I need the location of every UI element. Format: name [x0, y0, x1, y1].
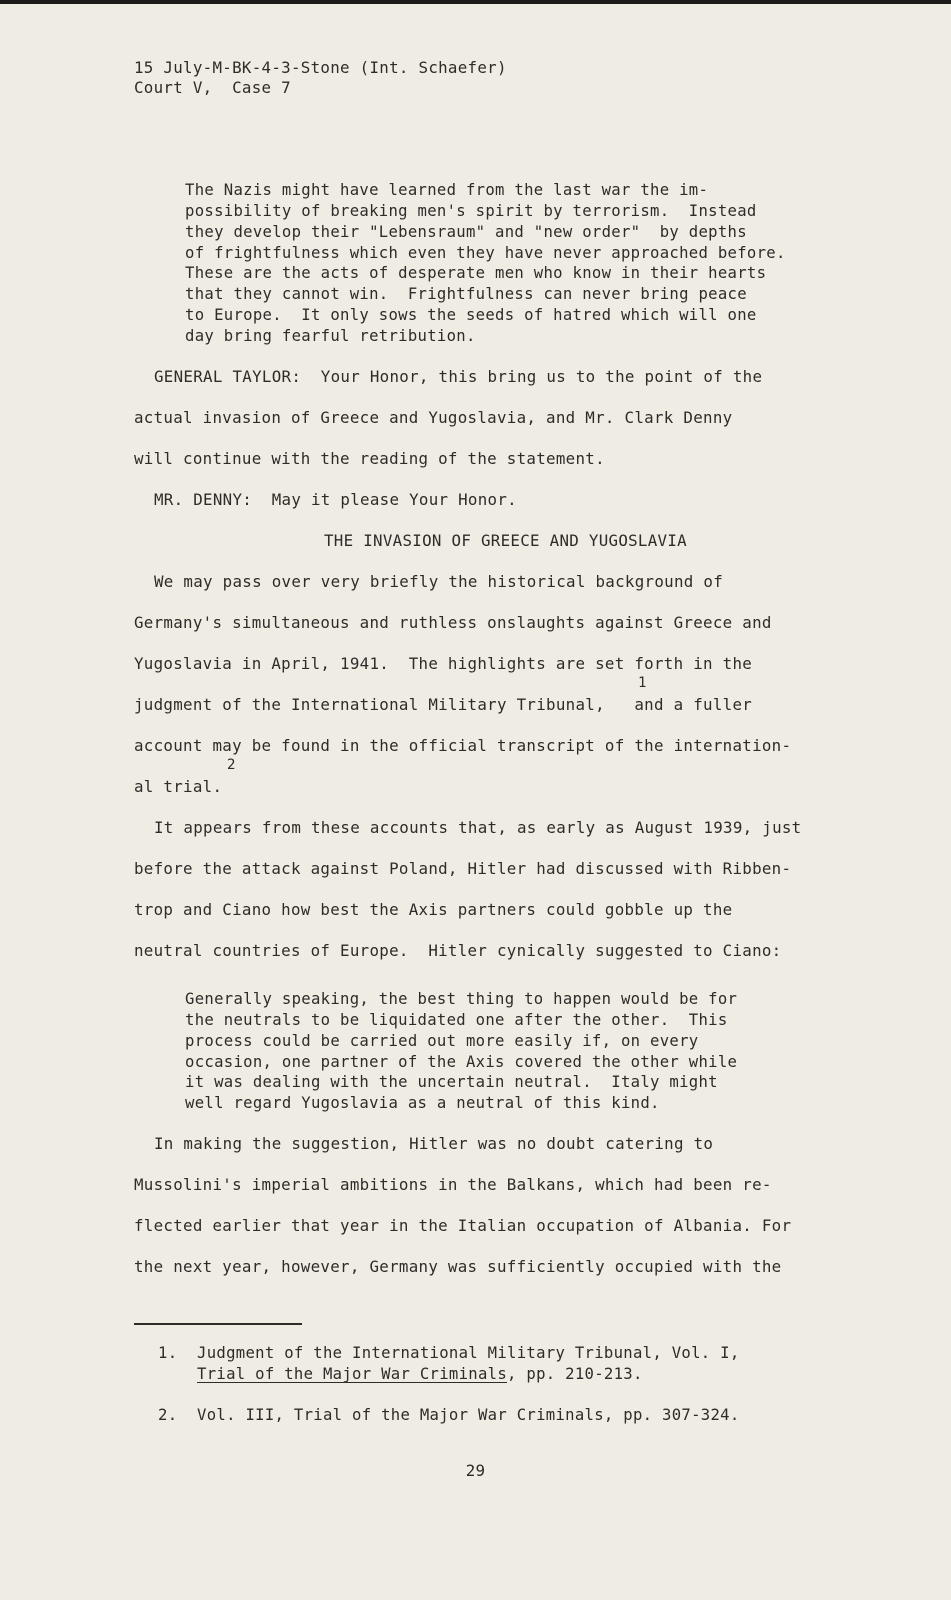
- taylor-line: will continue with the reading of the statement.: [134, 449, 605, 468]
- quote1-line: they develop their "Lebensraum" and "new order" by depths: [185, 223, 747, 241]
- quote1-line: These are the acts of desperate men who know in their hearts: [185, 264, 767, 282]
- quote1-line: day bring fearful retribution.: [185, 327, 476, 345]
- quote2-line: it was dealing with the uncertain neutral. Italy might: [185, 1073, 718, 1091]
- taylor-line: actual invasion of Greece and Yugoslavia, and Mr. Clark Denny: [134, 408, 733, 427]
- para2-line: neutral countries of Europe. Hitler cynically suggested to Ciano:: [134, 941, 782, 960]
- page-number: 29: [465, 1461, 486, 1480]
- quote2-line: occasion, one partner of the Axis covered the other while: [185, 1053, 738, 1071]
- footnote-rule: [134, 1323, 302, 1325]
- footnote-2-text: Vol. III, Trial of the Major War Criminals, pp. 307-324.: [197, 1406, 740, 1424]
- section-title: THE INVASION OF GREECE AND YUGOSLAVIA: [324, 531, 687, 550]
- para2-line: It appears from these accounts that, as early as August 1939, just: [154, 818, 802, 837]
- quote1-line: possibility of breaking men's spirit by terrorism. Instead: [185, 202, 757, 220]
- quote2-line: process could be carried out more easily if, on every: [185, 1032, 699, 1050]
- para1-line: al trial.: [134, 777, 223, 796]
- quote2-line: Generally speaking, the best thing to happen would be for: [185, 990, 738, 1008]
- quote1-line: of frightfulness which even they have never approached before.: [185, 244, 786, 262]
- para2-line: trop and Ciano how best the Axis partners could gobble up the: [134, 900, 733, 919]
- header-line-2: Court V, Case 7: [134, 78, 291, 97]
- denny-line: MR. DENNY: May it please Your Honor.: [154, 490, 517, 509]
- footnote-mark-1: 1: [638, 675, 647, 691]
- taylor-line: GENERAL TAYLOR: Your Honor, this bring us to the point of the: [154, 367, 763, 386]
- para3-line: Mussolini's imperial ambitions in the Balkans, which had been re-: [134, 1175, 772, 1194]
- footnote-1-title: Trial of the Major War Criminals: [197, 1365, 508, 1383]
- para3-line: the next year, however, Germany was sufficiently occupied with the: [134, 1257, 782, 1276]
- quote1-line: The Nazis might have learned from the last war the im-: [185, 181, 709, 199]
- para1-line: judgment of the International Military Tribunal, and a fuller: [134, 695, 753, 714]
- footnote-mark-2: 2: [227, 757, 236, 773]
- para1-line: account may be found in the official transcript of the internation-: [134, 736, 792, 755]
- para2-line: before the attack against Poland, Hitler had discussed with Ribben-: [134, 859, 792, 878]
- footnote-2-number: 2.: [158, 1406, 178, 1424]
- quote2-line: the neutrals to be liquidated one after the other. This: [185, 1011, 728, 1029]
- para1-line: We may pass over very briefly the historical background of: [154, 572, 724, 591]
- para1-line: Yugoslavia in April, 1941. The highlights are set forth in the: [134, 654, 753, 673]
- quote1-line: that they cannot win. Frightfulness can never bring peace: [185, 285, 747, 303]
- scan-top-edge: [0, 0, 951, 4]
- para1-line: Germany's simultaneous and ruthless onslaughts against Greece and: [134, 613, 772, 632]
- quote2-line: well regard Yugoslavia as a neutral of this kind.: [185, 1094, 660, 1112]
- footnote-1-line-2: [197, 1364, 643, 1384]
- quote1-line: to Europe. It only sows the seeds of hatred which will one: [185, 306, 757, 324]
- para3-line: In making the suggestion, Hitler was no doubt catering to: [154, 1134, 714, 1153]
- footnote-1-line-1: Judgment of the International Military Tribunal, Vol. I,: [197, 1344, 740, 1362]
- header-line-1: 15 July-M-BK-4-3-Stone (Int. Schaefer): [134, 58, 507, 77]
- para3-line: flected earlier that year in the Italian occupation of Albania. For: [134, 1216, 792, 1235]
- footnote-1-pages: , pp. 210-213.: [507, 1365, 643, 1383]
- footnote-1-number: 1.: [158, 1344, 178, 1362]
